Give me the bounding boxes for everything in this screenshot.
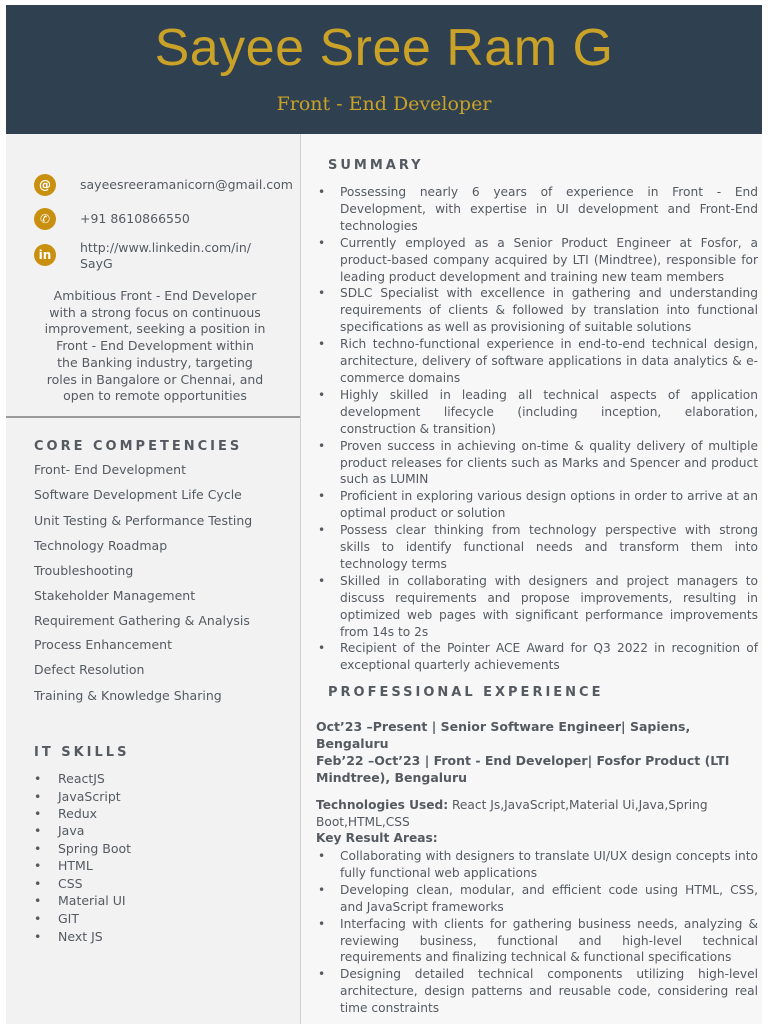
phone-text: +91 8610866550	[80, 211, 190, 226]
summary-item: • Rich techno-functional experience in end-to-end technical design, architecture, delivery of software applications in data analytics & e-commerce domains	[316, 336, 758, 387]
career-objective: Ambitious Front - End Developer with a strong focus on continuous improvement, seeking a position in Front - End Development within the Banking industry, targeting roles in Bangalore or Chennai, and open to remote opportunities	[44, 288, 266, 404]
skill-item: • ReactJS	[34, 771, 105, 786]
skill-item: • Next JS	[34, 929, 103, 944]
kra-item: • Collaborating with designers to translate UI/UX design concepts into fully functional web applications	[316, 848, 758, 882]
contact-linkedin	[34, 240, 251, 272]
kra-item: • Interfacing with clients for gathering business needs, analyzing & reviewing business, functional and high-level technical requirements and finalizing technical & functional specifications	[316, 916, 758, 967]
kra-item: • Developing clean, modular, and efficient code using HTML, CSS, and JavaScript frameworks	[316, 882, 758, 916]
skill-item: • GIT	[34, 911, 80, 926]
skill-item: • Redux	[34, 806, 98, 821]
summary-item: • Skilled in collaborating with designers and project managers to discuss requirements and propose improvements, resulting in optimized web pages with significant performance improvements from 14s to 2s	[316, 573, 758, 641]
summary-item: • Possess clear thinking from technology perspective with strong skills to identify functional needs and transform them into technology terms	[316, 522, 758, 573]
kra-list	[316, 848, 758, 1017]
competency-item: Troubleshooting	[34, 563, 134, 578]
linkedin-text[interactable]	[80, 240, 251, 272]
competency-item: Defect Resolution	[34, 662, 145, 677]
candidate-name: Sayee Sree Ram G	[154, 19, 614, 77]
core-competencies-title: CORE COMPETENCIES	[34, 439, 243, 454]
key-result-areas-label: Key Result Areas:	[316, 831, 438, 845]
skill-item: • Material UI	[34, 893, 126, 908]
summary-item: • SDLC Specialist with excellence in gathering and understanding requirements of clients & followed by translation into functional specifications as well as provisioning of suitable solutions	[316, 285, 758, 336]
job-heading: Feb’22 –Oct’23 | Front - End Developer| Fosfor Product (LTI Mindtree), Bengaluru	[316, 753, 730, 785]
header-banner	[6, 5, 762, 134]
skill-item: • Java	[34, 823, 85, 838]
linkedin-icon: in	[34, 244, 56, 266]
technologies-value: React Js,JavaScript,Material Ui,Java,Spring Boot,HTML,CSS	[316, 798, 708, 829]
linkedin-line-1: http://www.linkedin.com/in/	[80, 240, 251, 255]
summary-item: • Proficient in exploring various design options in order to arrive at an optimal product or solution	[316, 488, 758, 522]
summary-list	[316, 184, 758, 674]
competency-item: Requirement Gathering & Analysis	[34, 613, 250, 628]
summary-item: • Currently employed as a Senior Product Engineer at Fosfor, a product-based company acquired by LTI (Mindtree), responsible for leading product development and training new team members	[316, 235, 758, 286]
candidate-role: Front - End Developer	[276, 93, 492, 115]
competency-item: Training & Knowledge Sharing	[34, 688, 222, 703]
skill-item: • Spring Boot	[34, 841, 132, 856]
competency-item: Stakeholder Management	[34, 588, 196, 603]
technologies-label: Technologies Used:	[316, 798, 449, 812]
summary-item: • Highly skilled in leading all technical aspects of application development lifecycle (including inception, elaboration, construction & transition)	[316, 387, 758, 438]
it-skills-title: IT SKILLS	[34, 745, 130, 760]
contact-phone	[34, 208, 190, 230]
linkedin-line-2: SayG	[80, 256, 113, 271]
summary-item: • Recipient of the Pointer ACE Award for Q3 2022 in recognition of exceptional quarterly achievements	[316, 640, 758, 674]
email-icon: @	[34, 174, 56, 196]
experience-title: PROFESSIONAL EXPERIENCE	[328, 685, 604, 700]
contact-email	[34, 174, 293, 196]
technologies-used	[316, 797, 758, 847]
skill-item: • JavaScript	[34, 789, 121, 804]
summary-item: • Proven success in achieving on-time & quality delivery of multiple product releases for clients such as Marks and Spencer and product such as LUMIN	[316, 438, 758, 489]
skill-item: • CSS	[34, 876, 83, 891]
competency-item: Unit Testing & Performance Testing	[34, 513, 253, 528]
kra-item: • Designing detailed technical components utilizing high-level architecture, design patterns and reusable code, considering real time constraints	[316, 966, 758, 1017]
competency-item: Software Development Life Cycle	[34, 487, 242, 502]
summary-item: • Possessing nearly 6 years of experience in Front - End Development, with expertise in UI development and Front-End technologies	[316, 184, 758, 235]
phone-icon: ✆	[34, 208, 56, 230]
competency-item: Front- End Development	[34, 462, 186, 477]
job-heading: Oct’23 –Present | Senior Software Engineer| Sapiens, Bengaluru	[316, 719, 691, 751]
summary-title: SUMMARY	[328, 158, 424, 173]
section-divider	[6, 416, 300, 418]
email-text[interactable]: sayeesreeramanicorn@gmail.com	[80, 177, 293, 192]
competency-item: Process Enhancement	[34, 637, 172, 652]
skill-item: • HTML	[34, 858, 93, 873]
competency-item: Technology Roadmap	[34, 538, 168, 553]
